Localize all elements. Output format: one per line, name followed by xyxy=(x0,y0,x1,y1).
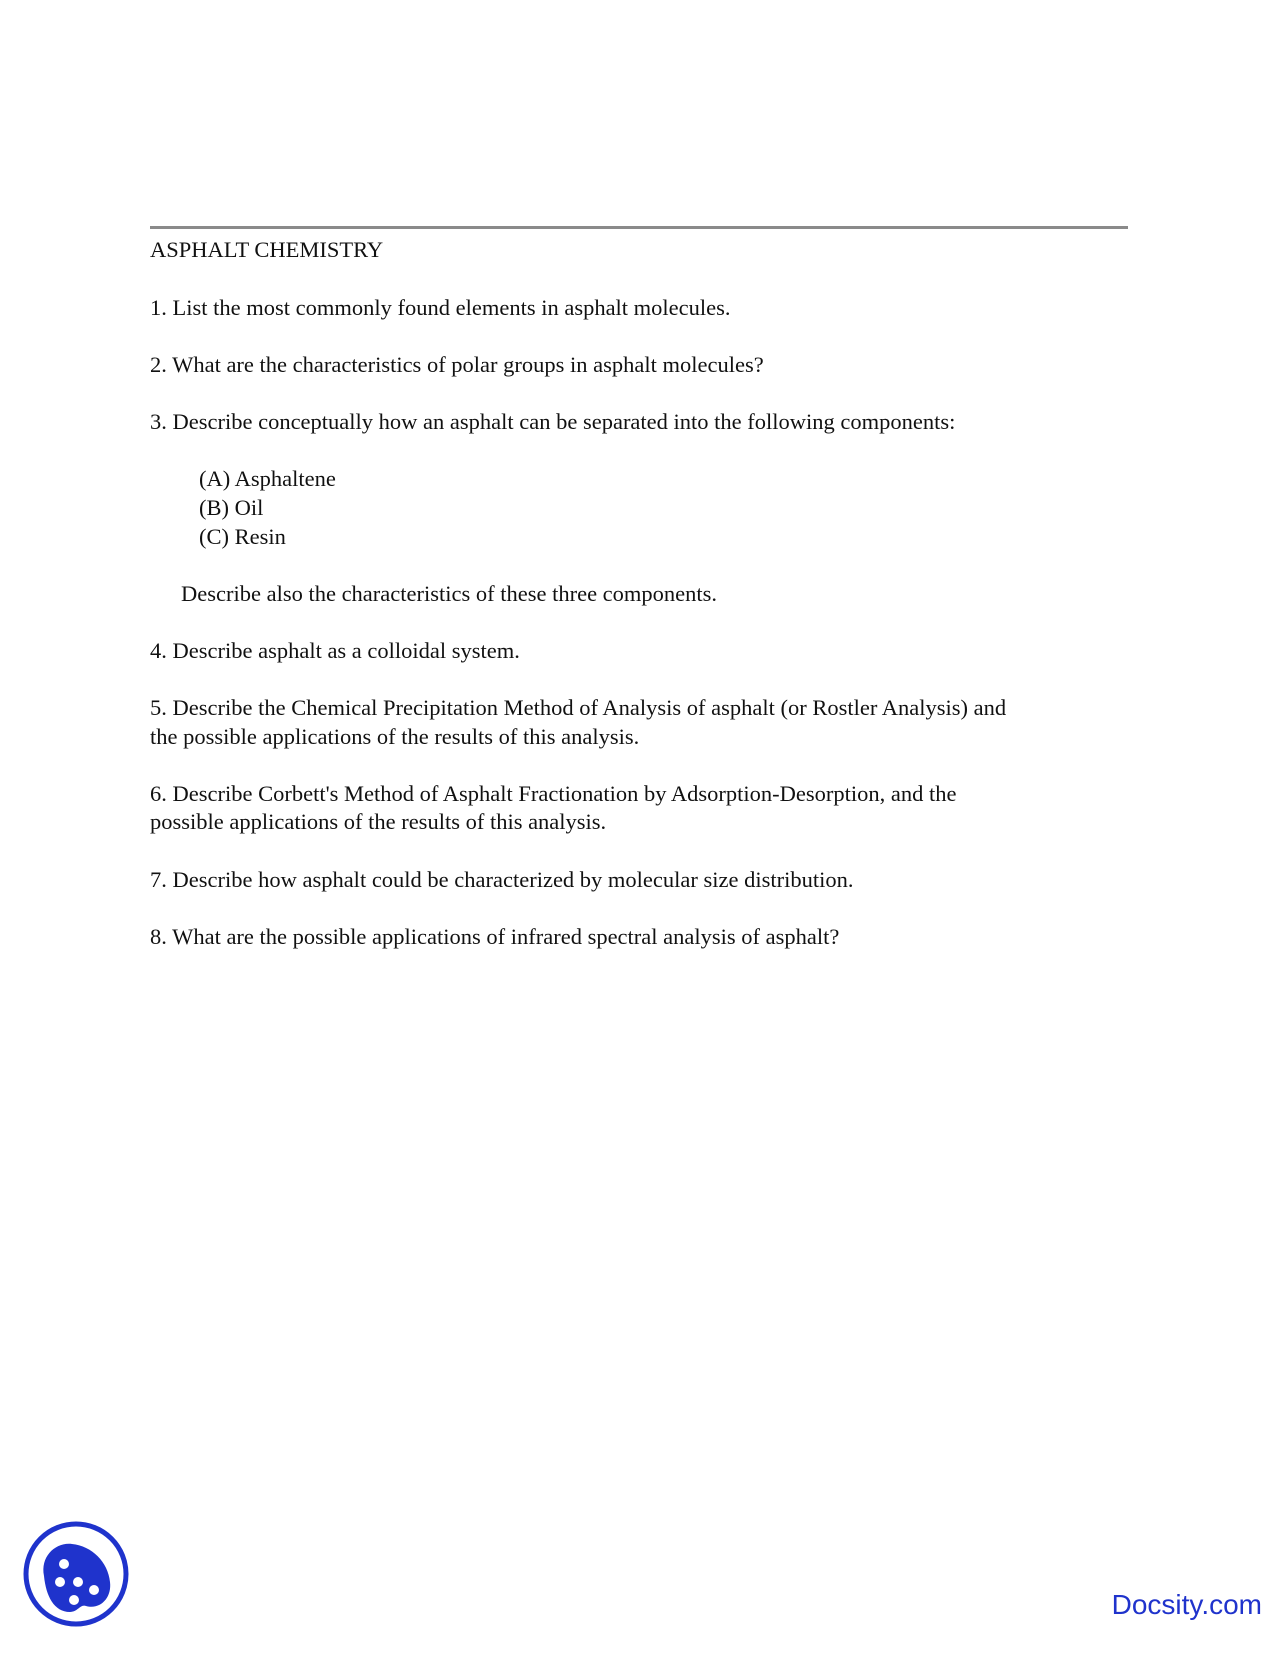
question-7: 7. Describe how asphalt could be characterized by molecular size distribution. xyxy=(150,867,854,892)
docsity-logo-icon[interactable] xyxy=(22,1520,130,1628)
page-title: ASPHALT CHEMISTRY xyxy=(150,237,384,262)
question-2: 2. What are the characteristics of polar groups in asphalt molecules? xyxy=(150,352,764,377)
question-5-line-1: 5. Describe the Chemical Precipitation Method of Analysis of asphalt (or Rostler Analysis) and xyxy=(150,695,1007,720)
question-5-line-2: the possible applications of the results of this analysis. xyxy=(150,724,640,749)
component-c: (C) Resin xyxy=(199,524,286,549)
question-8: 8. What are the possible applications of infrared spectral analysis of asphalt? xyxy=(150,924,840,949)
docsity-brand-link[interactable]: Docsity.com xyxy=(1111,1589,1262,1620)
component-b: (B) Oil xyxy=(199,495,264,520)
component-a: (A) Asphaltene xyxy=(199,466,336,491)
question-4: 4. Describe asphalt as a colloidal system. xyxy=(150,638,520,663)
question-1: 1. List the most commonly found elements in asphalt molecules. xyxy=(150,295,731,320)
question-6-line-2: possible applications of the results of this analysis. xyxy=(150,809,607,834)
header-rule xyxy=(150,226,1128,229)
question-6-line-1: 6. Describe Corbett's Method of Asphalt Fractionation by Adsorption-Desorption, and the xyxy=(150,781,957,806)
components-note: Describe also the characteristics of these three components. xyxy=(181,581,718,606)
question-3: 3. Describe conceptually how an asphalt can be separated into the following components: xyxy=(150,409,956,434)
